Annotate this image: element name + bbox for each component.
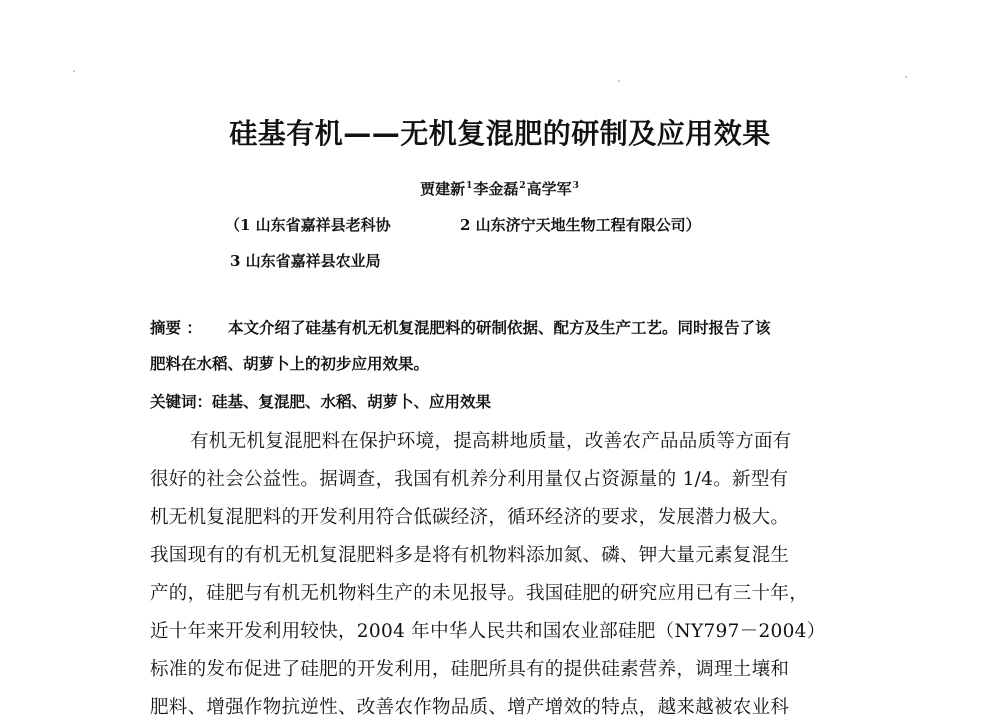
body-line: 有机无机复混肥料在保护环境，提高耕地质量，改善农产品品质等方面有 — [190, 431, 792, 452]
abstract-label: 摘要 ： — [150, 318, 202, 337]
author-name: 李金磊 — [473, 180, 519, 198]
body-line: 机无机复混肥料的开发利用符合低碳经济，循环经济的要求，发展潜力极大。 — [150, 507, 790, 528]
scan-speck — [618, 80, 620, 82]
abstract-line-2: 肥料在水稻、胡萝卜上的初步应用效果。 — [150, 354, 430, 373]
author-name: 贾建新 — [420, 180, 466, 198]
author-mark: 3 — [572, 181, 579, 191]
body-line: 很好的社会公益性。据调查，我国有机养分利用量仅占资源量的 1/4。新型有 — [150, 469, 789, 490]
paper-title: 硅基有机——无机复混肥的研制及应用效果 — [229, 117, 771, 150]
abstract-line-1: 本文介绍了硅基有机无机复混肥料的研制依据、配方及生产工艺。同时报告了该 — [228, 318, 771, 337]
body-line: 近十年来开发利用较快，2004 年中华人民共和国农业部硅肥（NY797－2004） — [150, 621, 826, 642]
body-line: 产的，硅肥与有机无机物料生产的未见报导。我国硅肥的研究应用已有三十年， — [150, 583, 809, 604]
author-list — [0, 178, 1000, 199]
affiliation-3: 3 山东省嘉祥县农业局 — [230, 252, 381, 270]
keywords: 关键词：硅基、复混肥、水稻、胡萝卜、应用效果 — [150, 392, 492, 411]
author-name: 高学军 — [526, 180, 572, 198]
author-mark: 1 — [466, 181, 473, 191]
body-line: 标准的发布促进了硅肥的开发利用，硅肥所具有的提供硅素营养，调理土壤和 — [150, 659, 790, 680]
author-mark: 2 — [519, 181, 526, 191]
affiliation-2: 2 山东济宁天地生物工程有限公司） — [460, 216, 701, 234]
body-line: 我国现有的有机无机复混肥料多是将有机物料添加氮、磷、钾大量元素复混生 — [150, 545, 790, 566]
scan-speck — [73, 70, 75, 72]
body-line: 肥料、增强作物抗逆性、改善农作物品质、增产增效的特点，越来越被农业科 — [150, 697, 790, 718]
affiliation-1: （1 山东省嘉祥县老科协 — [225, 216, 391, 234]
scan-speck — [905, 76, 907, 78]
